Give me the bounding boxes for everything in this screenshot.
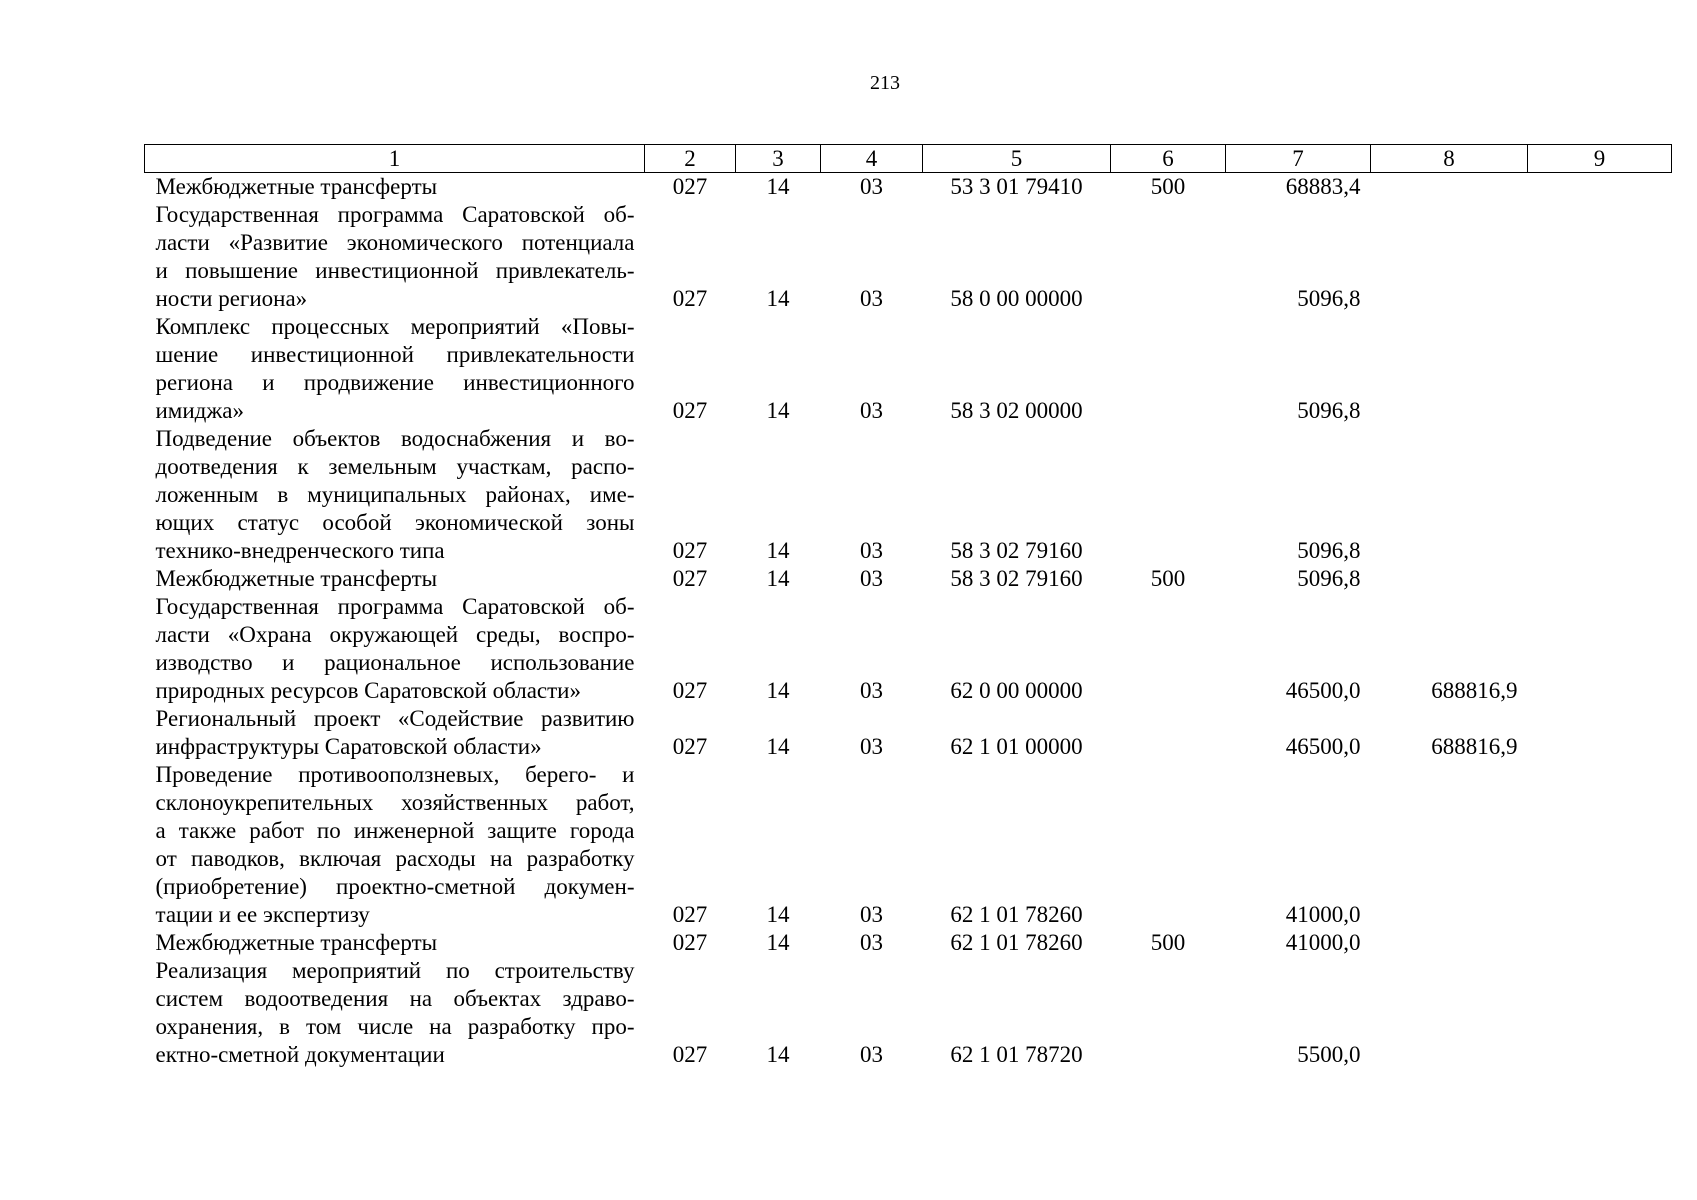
cell-col7: 41000,0 xyxy=(1285,930,1361,955)
table-row xyxy=(145,705,1672,761)
cell-col9 xyxy=(1528,593,1672,705)
cell-col7: 68883,4 xyxy=(1285,174,1361,199)
cell-col5: 58 3 02 79160 xyxy=(950,566,1083,591)
cell-col9 xyxy=(1528,929,1672,957)
cell-col2: 027 xyxy=(672,174,708,199)
cell-col6 xyxy=(1111,705,1226,761)
cell-col5: 53 3 01 79410 xyxy=(950,174,1083,199)
cell-col8: 688816,9 xyxy=(1431,678,1518,703)
cell-col5: 62 1 01 78720 xyxy=(950,1042,1083,1067)
cell-col2: 027 xyxy=(672,678,708,703)
cell-col9 xyxy=(1528,705,1672,761)
table-row xyxy=(145,593,1672,705)
row-name-line: изводство и рациональное использование xyxy=(155,650,635,675)
cell-col9 xyxy=(1528,565,1672,593)
row-name xyxy=(145,705,645,761)
cell-col4: 03 xyxy=(860,538,883,563)
cell-col6 xyxy=(1111,593,1226,705)
table-row xyxy=(145,565,1672,593)
row-name-line: шение инвестиционной привлекательности xyxy=(155,342,635,367)
row-name-line: Подведение объектов водоснабжения и во- xyxy=(155,426,635,451)
cell-col3: 14 xyxy=(766,1042,790,1067)
cell-col5: 62 1 01 00000 xyxy=(950,734,1083,759)
row-name-line: и повышение инвестиционной привлекатель- xyxy=(155,258,635,283)
cell-col3: 14 xyxy=(766,286,790,311)
cell-col3: 14 xyxy=(766,174,790,199)
cell-col2: 027 xyxy=(672,734,708,759)
cell-col9 xyxy=(1528,201,1672,313)
column-header-8: 8 xyxy=(1371,145,1528,173)
page-number: 213 xyxy=(870,72,900,94)
cell-col9 xyxy=(1528,957,1672,1069)
row-name-line: Проведение противооползневых, берего- и xyxy=(155,762,635,787)
row-name xyxy=(145,957,645,1069)
column-header-9: 9 xyxy=(1528,145,1672,173)
row-name-line: ласти «Развитие экономического потенциала xyxy=(155,230,635,255)
row-name-line: Межбюджетные трансферты xyxy=(155,174,438,199)
cell-col2: 027 xyxy=(672,902,708,927)
row-name xyxy=(145,761,645,929)
row-name-line: доотведения к земельным участкам, распо- xyxy=(155,454,635,479)
row-name-line: систем водоотведения на объектах здраво- xyxy=(155,986,635,1011)
cell-col8 xyxy=(1371,929,1528,957)
cell-col4: 03 xyxy=(860,1042,883,1067)
row-name-line: (приобретение) проектно-сметной докумен- xyxy=(155,874,635,899)
row-name xyxy=(145,201,645,313)
row-name-line: склоноукрепительных хозяйственных работ, xyxy=(155,790,635,815)
cell-col9 xyxy=(1528,173,1672,202)
row-name-line: ложенным в муниципальных районах, име- xyxy=(155,482,635,507)
cell-col3: 14 xyxy=(766,398,790,423)
cell-col8: 688816,9 xyxy=(1431,734,1518,759)
cell-col6 xyxy=(1111,425,1226,565)
row-name-line: Межбюджетные трансферты xyxy=(155,930,438,955)
cell-col5: 58 3 02 00000 xyxy=(950,398,1083,423)
row-name-line: охранения, в том числе на разработку про- xyxy=(155,1014,635,1039)
row-name-line: от паводков, включая расходы на разработку xyxy=(155,846,635,871)
table-row xyxy=(145,313,1672,425)
row-name-line: Государственная программа Саратовской об- xyxy=(155,202,635,227)
row-name-line: региона и продвижение инвестиционного xyxy=(155,370,635,395)
cell-col8 xyxy=(1371,425,1528,565)
row-name-line: ности региона» xyxy=(155,286,308,311)
column-header-7: 7 xyxy=(1226,145,1371,173)
column-header-2: 2 xyxy=(645,145,736,173)
cell-col6 xyxy=(1111,761,1226,929)
row-name-line: природных ресурсов Саратовской области» xyxy=(155,678,581,703)
row-name-line: Реализация мероприятий по строительству xyxy=(155,958,635,983)
cell-col2: 027 xyxy=(672,1042,708,1067)
row-name xyxy=(145,173,645,202)
table-row xyxy=(145,929,1672,957)
cell-col6: 500 xyxy=(1150,174,1186,199)
row-name xyxy=(145,425,645,565)
cell-col7: 5500,0 xyxy=(1297,1042,1361,1067)
cell-col7: 46500,0 xyxy=(1285,678,1361,703)
cell-col8 xyxy=(1371,565,1528,593)
column-header-3: 3 xyxy=(736,145,821,173)
cell-col7: 41000,0 xyxy=(1285,902,1361,927)
column-header-5: 5 xyxy=(923,145,1111,173)
table-body xyxy=(145,173,1672,1070)
cell-col5: 58 3 02 79160 xyxy=(950,538,1083,563)
cell-col7: 5096,8 xyxy=(1297,538,1361,563)
header-row xyxy=(145,145,1672,173)
cell-col9 xyxy=(1528,313,1672,425)
cell-col4: 03 xyxy=(860,902,883,927)
cell-col9 xyxy=(1528,425,1672,565)
cell-col8 xyxy=(1371,313,1528,425)
cell-col5: 58 0 00 00000 xyxy=(950,286,1083,311)
cell-col8 xyxy=(1371,201,1528,313)
cell-col3: 14 xyxy=(766,538,790,563)
row-name-line: тации и ее экспертизу xyxy=(155,902,370,927)
row-name-line: Комплекс процессных мероприятий «Повы- xyxy=(155,314,635,339)
cell-col7: 5096,8 xyxy=(1297,566,1361,591)
cell-col4: 03 xyxy=(860,286,883,311)
row-name-line: Региональный проект «Содействие развитию xyxy=(155,706,635,731)
cell-col5: 62 1 01 78260 xyxy=(950,930,1083,955)
cell-col5: 62 1 01 78260 xyxy=(950,902,1083,927)
row-name xyxy=(145,313,645,425)
row-name-line: имиджа» xyxy=(155,398,244,423)
cell-col3: 14 xyxy=(766,566,790,591)
row-name-line: Межбюджетные трансферты xyxy=(155,566,438,591)
cell-col6 xyxy=(1111,957,1226,1069)
cell-col3: 14 xyxy=(766,902,790,927)
cell-col3: 14 xyxy=(766,678,790,703)
cell-col5: 62 0 00 00000 xyxy=(950,678,1083,703)
row-name xyxy=(145,929,645,957)
row-name-line: ласти «Охрана окружающей среды, воспро- xyxy=(155,622,635,647)
cell-col2: 027 xyxy=(672,930,708,955)
cell-col7: 46500,0 xyxy=(1285,734,1361,759)
cell-col6 xyxy=(1111,313,1226,425)
cell-col4: 03 xyxy=(860,174,883,199)
cell-col4: 03 xyxy=(860,734,883,759)
cell-col3: 14 xyxy=(766,930,790,955)
row-name-line: ектно-сметной документации xyxy=(155,1042,445,1067)
cell-col7: 5096,8 xyxy=(1297,398,1361,423)
cell-col2: 027 xyxy=(672,566,708,591)
table-row xyxy=(145,173,1672,202)
row-name-line: Государственная программа Саратовской об- xyxy=(155,594,635,619)
row-name xyxy=(145,565,645,593)
row-name-line: инфраструктуры Саратовской области» xyxy=(155,734,542,759)
cell-col8 xyxy=(1371,957,1528,1069)
cell-col4: 03 xyxy=(860,566,883,591)
cell-col4: 03 xyxy=(860,398,883,423)
cell-col2: 027 xyxy=(672,538,708,563)
cell-col7: 5096,8 xyxy=(1297,286,1361,311)
column-header-6: 6 xyxy=(1111,145,1226,173)
row-name-line: технико-внедренческого типа xyxy=(155,538,445,563)
column-header-4: 4 xyxy=(821,145,923,173)
cell-col6: 500 xyxy=(1150,930,1186,955)
table-row xyxy=(145,425,1672,565)
row-name-line: ющих статус особой экономической зоны xyxy=(155,510,635,535)
cell-col6: 500 xyxy=(1150,566,1186,591)
cell-col4: 03 xyxy=(860,930,883,955)
table-row xyxy=(145,201,1672,313)
column-header-1: 1 xyxy=(145,145,645,173)
cell-col6 xyxy=(1111,201,1226,313)
cell-col2: 027 xyxy=(672,398,708,423)
row-name-line: а также работ по инженерной защите города xyxy=(155,818,635,843)
row-name xyxy=(145,593,645,705)
cell-col8 xyxy=(1371,173,1528,202)
cell-col2: 027 xyxy=(672,286,708,311)
table-row xyxy=(145,957,1672,1069)
budget-table xyxy=(144,144,1672,1069)
table-row xyxy=(145,761,1672,929)
cell-col9 xyxy=(1528,761,1672,929)
cell-col8 xyxy=(1371,761,1528,929)
cell-col3: 14 xyxy=(766,734,790,759)
cell-col4: 03 xyxy=(860,678,883,703)
